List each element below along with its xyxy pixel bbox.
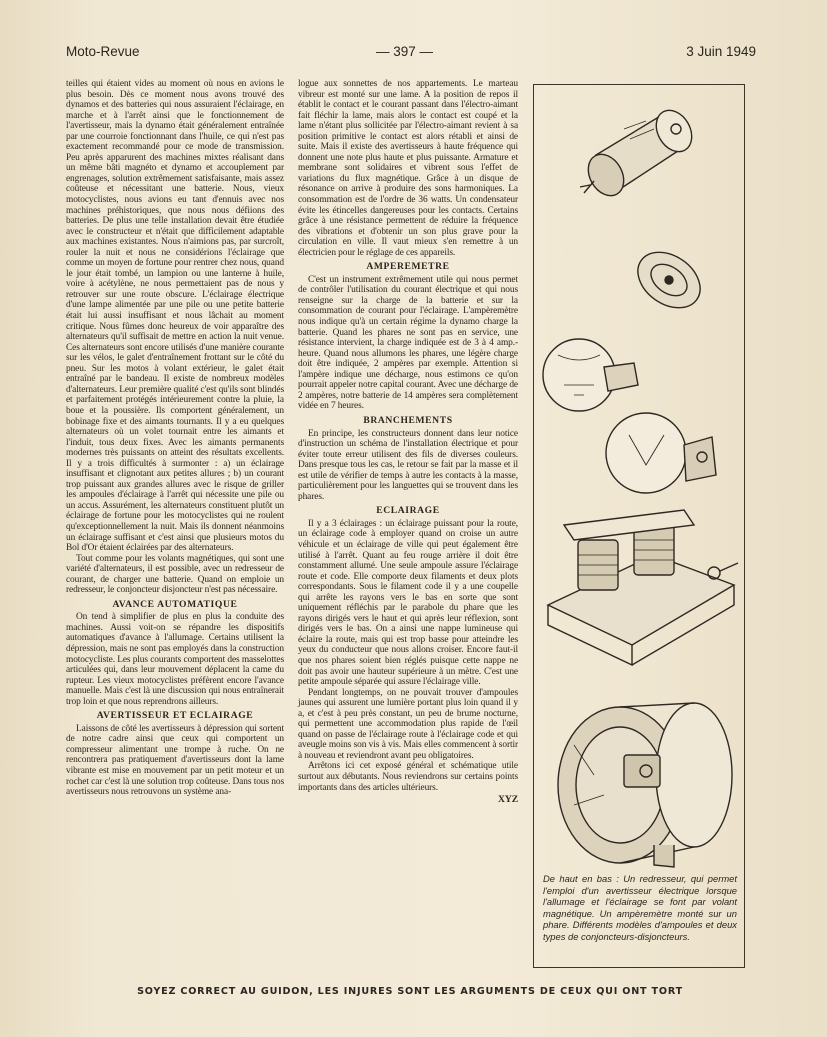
paragraph: logue aux sonnettes de nos appartements. Le marteau vibreur est monté sur une lame. A la position de repos il établit le contact et le courant passant dans l'électro-aimant fait fléchir la lame, mais alors le contact est coupé et la lame n'étant plus sollicitée par l'électro-aimant revient à sa position primitive le contact est alors rétabli et ainsi de suite. Mais il existe des avertisseurs à haute fréquence qui donnent une note plus haute et plus puissante. Armature et membrane sont solidaires et vibrent sous l'effet de variations du flux magnétique. Grâce à un disque de résonance on arrive à produire des sons harmoniques. La consommation est de l'ordre de 36 watts. Un condensateur évite les étincelles dangereuses pour les contacts. Certains grâce à une résistance permettent de réduire la fréquence des vibrations et d'obtenir un son plus grave pour la circulation en ville. Il vaut mieux s'en remettre à un électricien pour le réglage de ces appareils. [298, 79, 518, 258]
paragraph: C'est un instrument extrêmement utile qui nous permet de contrôler l'utilisation du courant électrique et qui nous renseigne sur la charge de la batterie et sur la consommation de courant pour l'éclairage. L'ampèremètre nous indique qu'à un certain régime la dynamo charge la batterie. Quand les phares ne sont pas en service, une résistance intervient, la charge indiquée est de 3 à 4 amp.-heure. Quand nous allumons les phares, une légère charge doit être indiquée, 2 ampères par exemple. Attention si l'ampère indique une décharge, nous estimons ce qu'on pourrait appeler notre capital courant. Avec une décharge de 2 ampères, notre batterie de 14 ampères sera complètement vidée en 7 heures. [298, 274, 518, 412]
paragraph: Tout comme pour les volants magnétiques, qui sont une variété d'alternateurs, il est possible, avec un redresseur de courant, de charger une batterie. Quand on emploie un redresseur, le conjoncteur disjoncteur n'est pas nécessaire. [66, 553, 284, 596]
paragraph: On tend à simplifier de plus en plus la conduite des machines. Aussi voit-on se répandre les dispositifs automatiques d'avance à l'allumage. Certains utilisent la dépression, mais ne sont pas employés dans la construction motocycliste. Les plus courants comportent des masselottes articulées qui, dans leur mouvement déplacent la came du rupteur. Les vieux motocyclistes préfèrent encore l'avance manuelle. Mais c'est là une discussion qui nous entraînerait trop loin et que nous reprendrons ailleurs. [66, 612, 284, 707]
author-signature: XYZ [498, 794, 518, 806]
page-number: — 397 — [376, 44, 434, 59]
regulator-drawing [558, 703, 732, 867]
issue-date: 3 Juin 1949 [686, 44, 756, 59]
paragraph: Pendant longtemps, on ne pouvait trouver d'ampoules jaunes qui assurent une lumière portant plus loin quand il y a, et c'est à peu près constant, un peu de brume nocturne, qui permettent une accommodation plus rapide de l'œil quand on passe de l'éclairage route à l'éclairage code et qui aveugle moins son vis à vis. Mais elles commencent à sortir à nouveau et reviendront avant peu obligatoires. [298, 687, 518, 761]
rectifier-drawing [580, 104, 699, 202]
page-footer-motto: SOYEZ CORRECT AU GUIDON, LES INJURES SONT LES ARGUMENTS DE CEUX QUI ONT TORT [137, 986, 683, 997]
ammeter-lens-drawing [627, 241, 710, 319]
section-heading-avance: AVANCE AUTOMATIQUE [112, 598, 238, 610]
section-heading-branchements: BRANCHEMENTS [363, 414, 453, 426]
cutout-relay-drawing [548, 510, 738, 665]
bulb-socket-drawing [606, 413, 716, 493]
column-2 [298, 79, 518, 806]
column-1 [66, 79, 284, 798]
publication-title: Moto-Revue [66, 44, 140, 59]
paragraph: Il y a 3 éclairages : un éclairage puissant pour la route, un éclairage code à employer quand on croise un autre véhicule et un éclairage de ville qui peut également être utilisé à l'arrêt. Quant au feu rouge arrière il doit être constamment allumé. Une seule ampoule assure l'éclairage route et code. Elle comporte deux filaments et deux plots correspondants. Sous le filament code il y a une coupelle qui arrête les rayons vers le bas en sorte que sont uniquement réfléchis par le parabole du phare que les rayons dirigés vers le haut et qui après leur réflexion, sont dirigés vers le bas. On a ainsi une nappe lumineuse qui éclaire la route, mais qui est trop basse pour atteindre les yeux du conducteur que nous allons croiser. Encore faut-il que nos phares soient bien réglés puisque cette nappe ne doit pas avoir une hauteur supérieure à un mètre. C'est une petite ampoule séparée qui assure l'éclairage ville. [298, 518, 518, 688]
illustration-drawings [534, 85, 746, 969]
paragraph: En principe, les constructeurs donnent dans leur notice d'instruction un schéma de l'installation électrique et pour éviter toute erreur utilisent des fils de diverses couleurs. Dans presque tous les cas, le retour se fait par la masse et il est utile de vérifier de temps à autre les contacts à la masse, particulièrement pour les languettes qui se trouvent dans les phares. [298, 428, 518, 502]
paragraph: Laissons de côté les avertisseurs à dépression qui sortent de notre cadre ainsi que ceux qui comportent un compresseur alimentant une trompe à ruche. On ne rencontrera pas pratiquement d'avertisseurs dont la lame vibrante est mise en mouvement par un petit moteur et un rochet car c'est là une solution trop coûteuse. Dans tous nos avertisseurs nous retrouvons un système ana- [66, 723, 284, 798]
paragraph: Arrêtons ici cet exposé général et schématique utile surtout aux débutants. Nous reviendrons sur certains points importants dans des articles ultérieurs. [298, 761, 518, 793]
paragraph: teilles qui étaient vides au moment où nous en avions le plus besoin. Dès ce moment nous avons trouvé des dynamos et des batteries qui nous assuraient l'éclairage, en marche et à l'arrêt ainsi que le fonctionnement de l'avertisseur, mais la dynamo était généralement entraînée par une courroie fonctionnant dans l'huile, ce qui n'est pas exactement recommandé pour ce mode de transmission. Peu après apparurent des machines mixtes réalisant dans un même bâti magnéto et dynamo et accouplement par engrenages, solution extrêmement satisfaisante, mais assez coûteuse et nécessitant une batterie. Nous, vieux motocyclistes, nous avions eu tant d'ennuis avec nos machines préhistoriques, que nous nous défiions des batteries. De plus une telle installation devait être étudiée avec le constructeur et n'était que difficilement adaptable aux machines existantes. Nous n'aimions pas, par surcroît, rouler la nuit et nous ne considérions l'éclairage que comme un moyen de fortune pour rentrer chez nous, quand le jour était tombé, un lampion ou une lanterne à huile, voire à acétylène, ne nous permettaient pas de nous y retrouver sur une route obscure. L'éclairage électrique d'une lampe alimentée par une pile ou une petite batterie était lui aussi insuffisant et nous lâchait au moment critique. Nous fûmes donc heureux de voir apparaître des alternateurs qu'il suffisait de mettre en action la nuit venue. Ces alternateurs sont encore utilisés d'une manière courante sur les vélos, le galet d'entraînement frottant sur le côté du pneu. Sur les motos à volant extérieur, le galet était entraîné par le bandeau. Il existe de nombreux modèles d'alternateurs. Leur première qualité c'est qu'ils sont blindés et parfaitement protégés intérieurement contre la pluie, la boue et la poussière. Ils comportent généralement, un bobinage fixe et des aimants tournants. Il y a eu quelques alternateurs où un volet tournait entre les aimants et l'induit, tous deux fixes. Avec les aimants permanents modernes très puissants on atteint des résultats excellents. Il y a trois difficultés à surmonter : a) un éclairage insuffisant et clignotant aux petites allures ; b) un courant trop puissant aux grandes allures avec le risque de griller les ampoules d'éclairage à l'arrêt qui nécessite une pile ou un accus. Assurément, les alternateurs constituent plutôt un éclairage de fortune pour les motocyclistes qui ne roulent qu'exceptionnellement la nuit. Mais ils donnent néanmoins un éclairage suffisant et c'est ainsi que plusieurs motos du Bol d'Or étaient éclairées par des alternateurs. [66, 79, 284, 554]
section-heading-amperemetre: AMPEREMETRE [366, 261, 450, 273]
section-heading-eclairage: ECLAIRAGE [376, 505, 440, 517]
illustration-frame [533, 84, 745, 968]
bulb-drawing [543, 339, 638, 411]
page-header [66, 44, 766, 64]
section-heading-avertisseur: AVERTISSEUR ET ECLAIRAGE [96, 710, 254, 722]
figure-caption: De haut en bas : Un redresseur, qui permet l'emploi d'un avertisseur électrique lorsque l'allumage et l'éclairage se font par volant magnétique. Un ampèremètre monté sur un phare. Différents modèles d'ampoules et deux types de conjoncteurs-disjoncteurs. [543, 873, 737, 942]
